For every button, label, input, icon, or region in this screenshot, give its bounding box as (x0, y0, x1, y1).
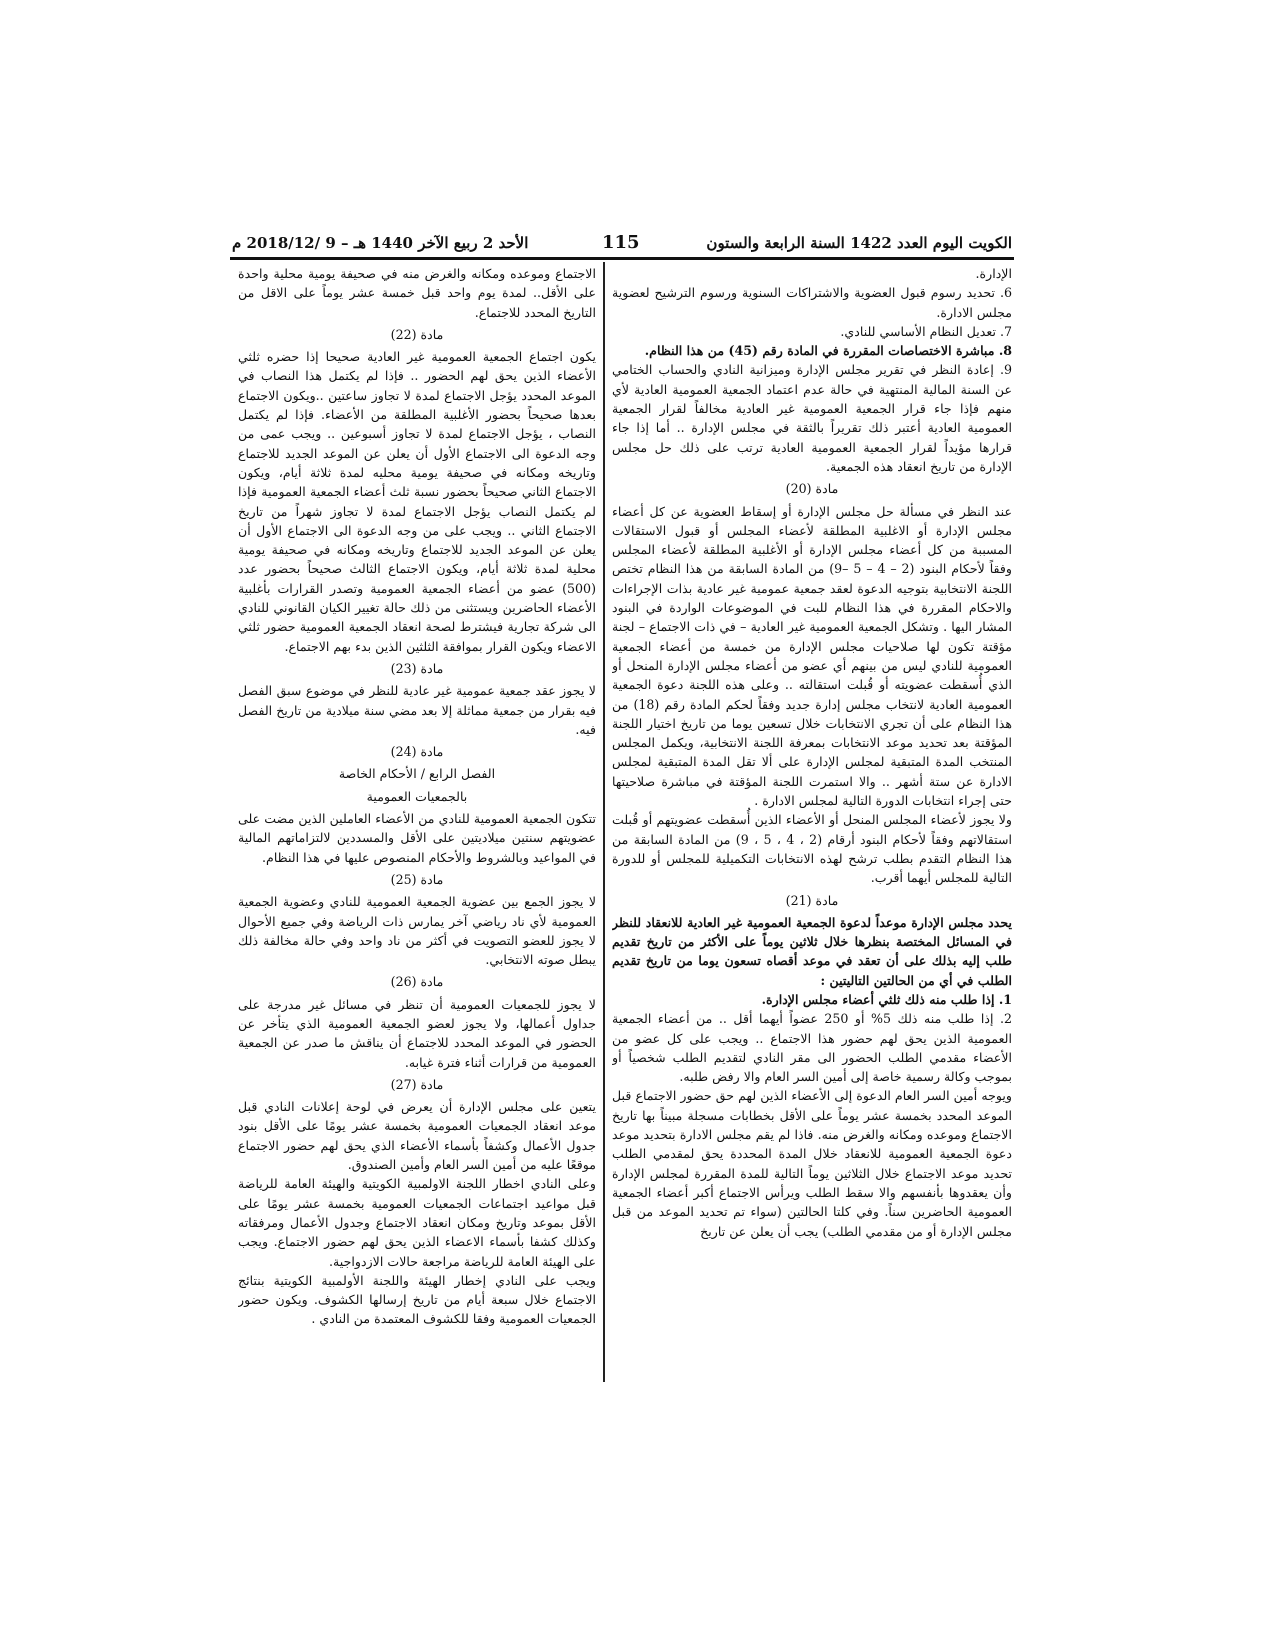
paragraph: ويوجه أمين السر العام الدعوة إلى الأعضاء الذين لهم حق حضور الاجتماع قبل الموعد المحدد بخمسة عشر يوماً على الأقل بخطابات مسجلة مبيناً بها تاريخ الاجتماع وموعده ومكانه والغرض منه. فاذا لم يقم مجلس الادارة بتحديد موعد دعوة الجمعية العمومية للانعقاد خلال المدة المحددة يحق لمقدمي الطلب تحديد موعد الاجتماع خلال الثلاثين يوماً التالية للمدة المقررة لمجلس الإدارة وأن يعقدوها بأنفسهم والا سقط الطلب ويرأس الاجتماع أكبر أعضاء الجمعية العمومية الحاضرين سناً. وفي كلتا الحالتين (سواء تم تحديد الموعد من قبل مجلس الإدارة أو من مقدمي الطلب) يجب أن يعلن عن تاريخ (612, 1088, 1012, 1239)
paragraph: الاجتماع وموعده ومكانه والغرض منه في صحيفة يومية محلية واحدة على الأقل.. لمدة يوم واحد قبل خمسة عشر يوماً على الاقل من التاريخ المحدد للاجتماع. (238, 266, 596, 320)
header-publication: الكويت اليوم العدد 1422 السنة الرابعة والستون (706, 234, 1012, 252)
page-number: 115 (602, 232, 640, 253)
article-heading: مادة (20) (785, 481, 839, 497)
article-heading: مادة (27) (390, 1076, 444, 1092)
right-column (612, 264, 1012, 1384)
article-heading: مادة (22) (390, 326, 444, 342)
paragraph: لا يجوز الجمع بين عضوية الجمعية العمومية للنادي وعضوية الجمعية العمومية لأي ناد رياضي آخر يمارس ذات الرياضة وفي جميع الأحوال لا يجوز للعضو التصويت في أكثر من ناد واحد وفي حالة مخالفة ذلك يبطل صوته الانتخابي. (238, 894, 596, 968)
paragraph: تتكون الجمعية العمومية للنادي من الأعضاء العاملين الذين مضت على عضويتهم سنتين ميلاديتين على الأقل والمسددين لالتزاماتهم المالية في المواعيد وبالشروط والأحكام المنصوص عليها في هذا النظام. (238, 811, 596, 865)
page-header (232, 232, 1012, 258)
paragraph: وعلى النادي اخطار اللجنة الاولمبية الكويتية والهيئة العامة للرياضة قبل مواعيد اجتماعات الجمعيات العمومية بخمسة عشر يومًا على الأقل بموعد وتاريخ ومكان انعقاد الاجتماع وجدول الأعمال ومرفقاته وكذلك كشفا بأسماء الاعضاء الذين يحق لهم حضور الاجتماع. ويجب على الهيئة العامة للرياضة مراجعة حالات الازدواجية. (238, 1176, 596, 1269)
article-heading: مادة (21) (785, 892, 839, 908)
column-divider (603, 262, 605, 1382)
article-heading: بالجمعيات العمومية (366, 788, 468, 804)
article-heading: مادة (26) (390, 974, 444, 990)
paragraph: ويجب على النادي إخطار الهيئة واللجنة الأولمبية الكويتية بنتائج الاجتماع خلال سبعة أيام من تاريخ إرسالها الكشوف. ويكون حضور الجمعيات العمومية وفقا للكشوف المعتمدة من النادي . (238, 1272, 596, 1327)
article-heading: مادة (24) (390, 744, 444, 760)
paragraph: 2. إذا طلب منه ذلك 5% أو 250 عضواً أيهما أقل .. من أعضاء الجمعية العمومية الذين يحق لهم حضور هذا الاجتماع .. ويجب على كل عضو من الأعضاء مقدمي الطلب الحضور الى مقر النادي لتقديم الطلب شخصياً أو بموجب وكالة رسمية خاصة إلى أمين السر العام والا رفض طلبه. (612, 1011, 1012, 1085)
header-rule (230, 257, 1014, 260)
paragraph: يحدد مجلس الإدارة موعداً لدعوة الجمعية العمومية غير العادية للانعقاد للنظر في المسائل المختصة بنظرها خلال ثلاثين يوماً على الأكثر من تاريخ تقديم طلب إليه بذلك على أن تعقد في موعد أقصاه تسعون يوما من تاريخ تقديم الطلب في أي من الحالتين التاليتين : (612, 914, 1012, 988)
paragraph: 7. تعديل النظام الأساسي للنادي. (840, 323, 1012, 339)
paragraph: 9. إعادة النظر في تقرير مجلس الإدارة وميزانية النادي والحساب الختامي عن السنة المالية المنتهية في حالة عدم اعتماد الجمعية العمومية العادية لأي منهم فإذا جاء قرار الجمعية العمومية غير العادية مخالفاً لقرار الجمعية العمومية العادية أعتبر ذلك تقريراً بالثقة في مجلس الإدارة .. أما إذا جاء قرارها مؤيداً لقرار الجمعية العمومية العادية ترتب على ذلك حل مجلس الإدارة من تاريخ انعقاد هذه الجمعية. (612, 362, 1012, 474)
left-column (238, 264, 596, 1384)
paragraph: لا يجوز عقد جمعية عمومية غير عادية للنظر في موضوع سبق الفصل فيه بقرار من جمعية مماثلة إلا بعد مضي سنة ميلادية من تاريخ الفصل فيه. (238, 683, 596, 737)
paragraph: ولا يجوز لأعضاء المجلس المنحل أو الأعضاء الذين أُسقطت عضويتهم أو قُبلت استقالاتهم وفقاً لأحكام البنود أرقام (2 ، 4 ، 5 ، 9) من المادة السابقة من هذا النظام التقدم بطلب ترشح لهذه الانتخابات التكميلية للمجلس أو للدورة التالية للمجلس أيهما أقرب. (612, 812, 1012, 886)
header-date: الأحد 2 ربيع الآخر 1440 هـ – 9 /2018/12 م (232, 234, 529, 252)
article-heading: مادة (25) (390, 871, 444, 887)
paragraph: عند النظر في مسألة حل مجلس الإدارة أو إسقاط العضوية عن كل أعضاء مجلس الإدارة أو الاغلبية المطلقة لأعضاء المجلس أو قبول الاستقالات المسببة من كل أعضاء مجلس الإدارة أو الأغلبية المطلقة لأعضاء المجلس وفقاً لأحكام البنود (2 – 4 – 5 –9) من المادة السابقة من هذا النظام تختص اللجنة الانتخابية بتوجيه الدعوة لعقد جمعية عمومية غير عادية بذات الإجراءات والاحكام المقررة في هذا النظام للبت في الموضوعات الواردة في البنود المشار اليها . وتشكل الجمعية العمومية غير العادية – في ذات الاجتماع – لجنة مؤقتة تكون لها صلاحيات مجلس الإدارة من خمسة من أعضاء الجمعية العمومية للنادي ليس من بينهم أي عضو من أعضاء مجلس الإدارة المنحل أو الذي أُسقطت عضويته أو قُبلت استقالته .. وعلى هذه اللجنة دعوة الجمعية العمومية العادية لانتخاب مجلس إدارة جديد وفقاً لحكم المادة رقم (18) من هذا النظام على أن تجري الانتخابات خلال تسعين يوما من تاريخ اختيار اللجنة المؤقتة بعد تحديد موعد الانتخابات بمعرفة اللجنة الانتخابية، ويكمل المجلس المنتخب المدة المتبقية لمجلس الإدارة على ألا تقل المدة المتبقية لمجلس الادارة عن ستة أشهر .. والا استمرت اللجنة المؤقتة في مباشرة صلاحيتها حتى إجراء انتخابات الدورة التالية لمجلس الادارة . (612, 503, 1012, 809)
paragraph: 6. تحديد رسوم قبول العضوية والاشتراكات السنوية ورسوم الترشيح لعضوية مجلس الادارة. (612, 285, 1012, 320)
paragraph: يتعين على مجلس الإدارة أن يعرض في لوحة إعلانات النادي قبل موعد انعقاد الجمعيات العمومية بخمسة عشر يومًا على الأقل بنود جدول الأعمال وكشفاً بأسماء الأعضاء الذي يحق لهم حضور الاجتماع موقعًا عليه من أمين السر العام وأمين الصندوق. (238, 1099, 596, 1173)
paragraph: يكون اجتماع الجمعية العمومية غير العادية صحيحا إذا حضره ثلثي الأعضاء الذين يحق لهم الحضور .. فإذا لم يكتمل هذا النصاب في الموعد المحدد يؤجل الاجتماع لمدة لا تجاوز ساعتين ..ويكون الاجتماع بعدها صحيحاً بحضور الأغلبية المطلقة من الأعضاء. فإذا لم يكتمل النصاب ، يؤجل الاجتماع لمدة لا تجاوز أسبوعين .. ويجب عمى من وجه الدعوة الى الاجتماع الأول أن يعلن عن الموعد الجديد للاجتماع وتاريخه ومكانه في صحيفة يومية محليه لمدة ثلاثة أيام، ويكون الاجتماع الثاني صحيحاً بحضور نسبة ثلث أعضاء الجمعية العمومية فإذا لم يكتمل النصاب يؤجل الاجتماع لمدة لا تجاوز شهراً من تاريخ الاجتماع الثاني .. ويجب على من وجه الدعوة الى الاجتماع الأول أن يعلن عن الموعد الجديد للاجتماع وتاريخه ومكانه في صحيفة يومية محلية لمدة ثلاثة أيام، ويكون الاجتماع الثالث صحيحاً بحضور عدد (500) عضو من أعضاء الجمعية العمومية وتصدر القرارات بأغلبية الأعضاء الحاضرين ويستثنى من ذلك حالة تغيير الكيان القانوني للنادي الى شركة تجارية فيشترط لصحة انعقاد الجمعية العمومية حضور ثلثي الاعضاء ويكون القرار بموافقة الثلثين الذين بدء بهم الاجتماع. (238, 349, 596, 654)
paragraph: لا يجوز للجمعيات العمومية أن تنظر في مسائل غير مدرجة على جداول أعمالها، ولا يجوز لعضو الجمعية العمومية الذي يتأخر عن الحضور في الموعد المحدد للاجتماع أن يناقش ما صدر عن الجمعية العمومية من قرارات أثناء فترة غيابه. (238, 996, 596, 1070)
article-heading: مادة (23) (390, 660, 444, 676)
paragraph: الإدارة. (975, 266, 1012, 281)
paragraph: 8. مباشرة الاختصاصات المقررة في المادة رقم (45) من هذا النظام. (644, 343, 1012, 359)
article-heading: الفصل الرابع / الأحكام الخاصة (338, 766, 496, 782)
paragraph: 1. إذا طلب منه ذلك ثلثي أعضاء مجلس الإدارة. (761, 991, 1012, 1007)
